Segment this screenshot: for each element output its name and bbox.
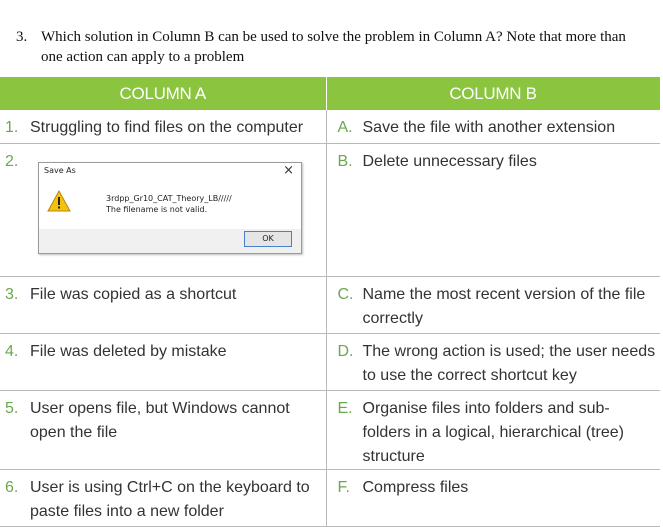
column-a-cell bbox=[0, 469, 326, 526]
dialog-title: Save As bbox=[44, 166, 76, 175]
matching-table bbox=[0, 77, 661, 527]
column-a-cell bbox=[0, 390, 326, 469]
row-number: 6. bbox=[5, 478, 19, 496]
solution-letter: C. bbox=[337, 285, 354, 303]
warning-icon bbox=[47, 190, 71, 212]
question-number: 3. bbox=[16, 29, 28, 45]
close-icon[interactable]: × bbox=[283, 163, 294, 178]
solution-letter: D. bbox=[337, 342, 354, 360]
solution-letter: E. bbox=[337, 399, 353, 417]
row-number: 2. bbox=[5, 152, 19, 170]
solution-text: Organise files into folders and sub-folders in a logical, hierarchical (tree) structure bbox=[362, 399, 624, 465]
table-row bbox=[0, 110, 660, 143]
problem-text: User opens file, but Windows cannot open the file bbox=[30, 399, 290, 441]
question-text: Which solution in Column B can be used to solve the problem in Column A? Note that more than one action can apply to a problem bbox=[41, 29, 626, 65]
column-a-cell bbox=[0, 110, 326, 143]
table-row bbox=[0, 390, 660, 469]
solution-text: Save the file with another extension bbox=[362, 119, 616, 136]
ok-button[interactable]: OK bbox=[244, 231, 292, 247]
dialog-footer bbox=[39, 229, 301, 253]
solution-letter: A. bbox=[337, 119, 353, 136]
column-b-cell bbox=[326, 110, 660, 143]
table-row bbox=[0, 469, 660, 526]
column-b-cell bbox=[326, 333, 660, 390]
column-a-cell bbox=[0, 276, 326, 333]
row-number: 3. bbox=[5, 285, 19, 303]
dialog-error-message: The filename is not valid. bbox=[106, 205, 208, 214]
table-row bbox=[0, 333, 660, 390]
row-number: 4. bbox=[5, 342, 19, 360]
column-b-cell bbox=[326, 469, 660, 526]
table-header-row bbox=[0, 77, 660, 110]
solution-letter: B. bbox=[337, 152, 353, 170]
column-b-cell bbox=[326, 143, 660, 276]
column-b-header: COLUMN B bbox=[326, 77, 660, 110]
solution-text: Name the most recent version of the file correctly bbox=[362, 285, 646, 327]
save-as-error-dialog bbox=[38, 162, 302, 254]
problem-text: File was copied as a shortcut bbox=[30, 285, 237, 303]
problem-text: Struggling to find files on the computer bbox=[30, 119, 304, 136]
solution-text: Delete unnecessary files bbox=[362, 152, 537, 170]
row-number: 1. bbox=[5, 119, 19, 136]
row-number: 5. bbox=[5, 399, 19, 417]
column-a-header: COLUMN A bbox=[0, 77, 326, 110]
problem-text: File was deleted by mistake bbox=[30, 342, 227, 360]
solution-text: Compress files bbox=[362, 478, 469, 496]
solution-letter: F. bbox=[337, 478, 350, 496]
dialog-filename: 3rdpp_Gr10_CAT_Theory_LB///// bbox=[106, 194, 232, 203]
column-a-cell bbox=[0, 333, 326, 390]
solution-text: The wrong action is used; the user needs to use the correct shortcut key bbox=[362, 342, 656, 384]
column-b-cell bbox=[326, 276, 660, 333]
table-row bbox=[0, 276, 660, 333]
column-b-cell bbox=[326, 390, 660, 469]
problem-text: User is using Ctrl+C on the keyboard to paste files into a new folder bbox=[30, 478, 310, 520]
